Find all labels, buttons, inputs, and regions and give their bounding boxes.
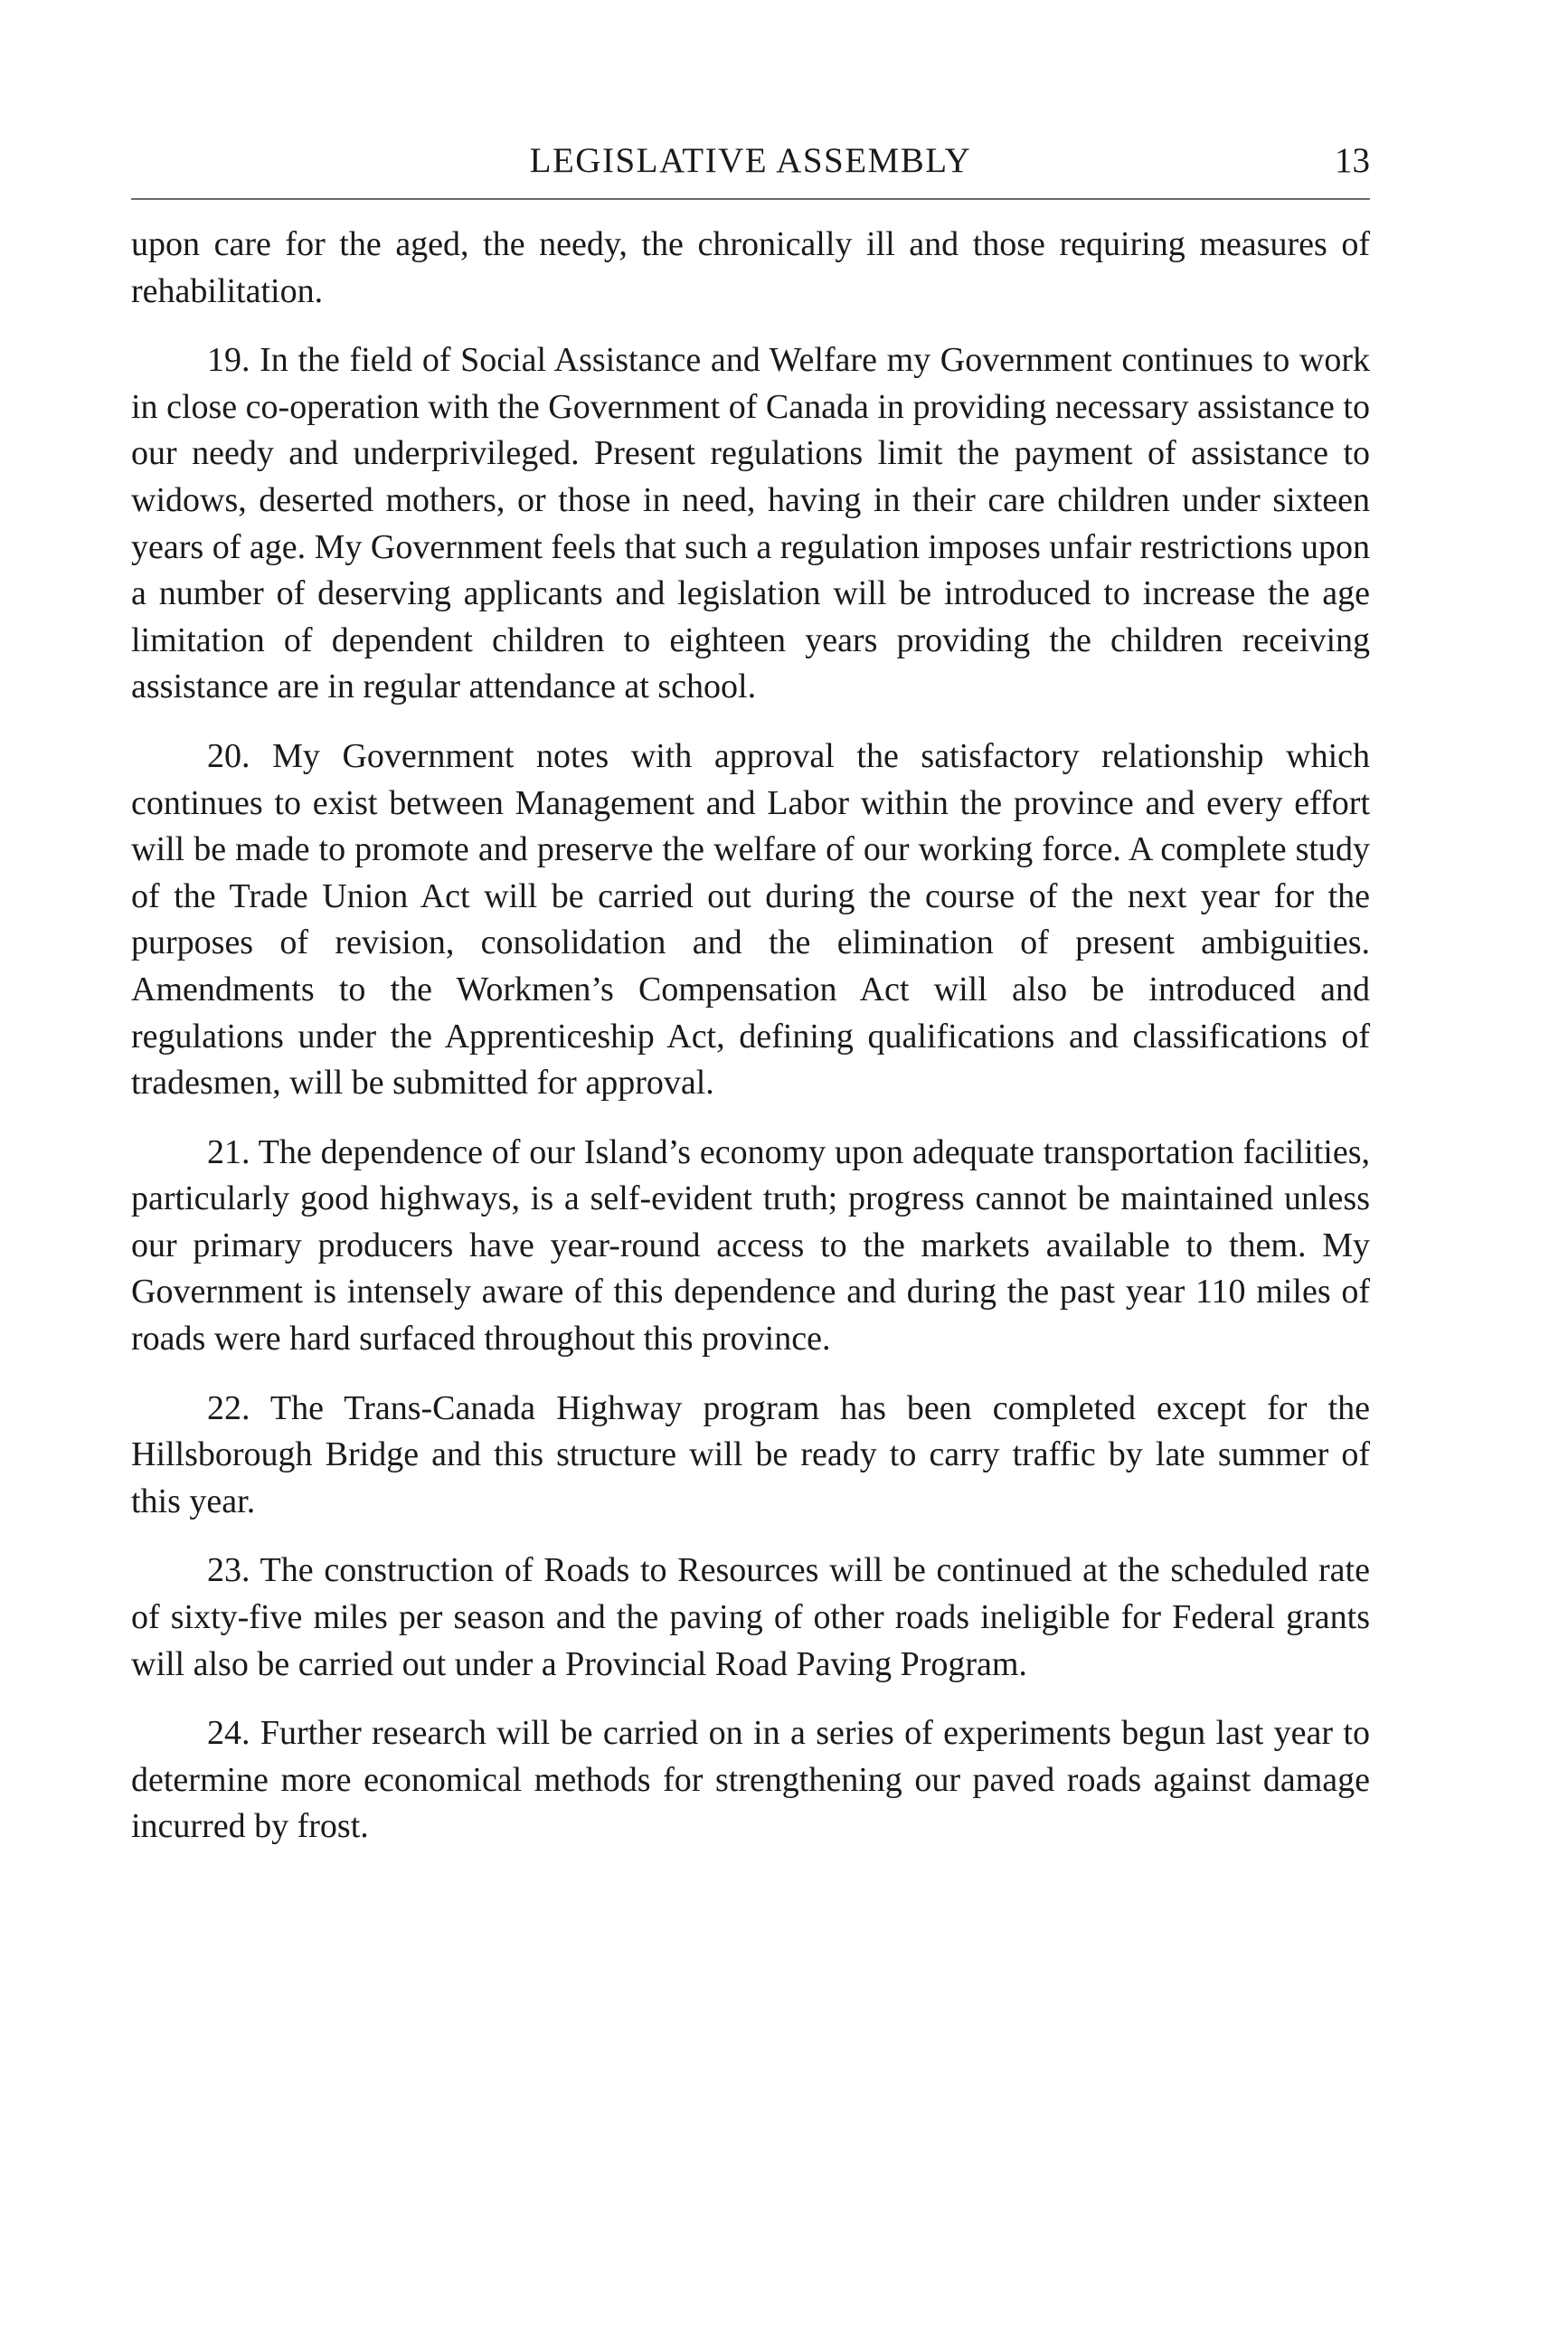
running-head [131, 136, 1370, 190]
paragraph-text: upon care for the aged, the needy, the chronically ill and those requiring measures of rehabilitation. [131, 225, 1370, 310]
paragraph-number: 22. [207, 1388, 250, 1427]
paragraph-number: 19. [207, 341, 250, 380]
paragraph-number: 20. [207, 736, 250, 775]
header-rule [131, 198, 1370, 200]
paragraph-19 [131, 337, 1370, 711]
paragraph-text: My Government notes with approval the satisfactory relationship which continues to exist between Management and Labor within the province and every effort will be made to promote and preserve the welfare of our working force. A complete study of the Trade Union Act will be carried out during the course of the next year for the purposes of revision, consolidation and the elimination of present ambiguities. Amendments to the Workmen’s Compensation Act will also be introduced and regulations under the Apprenticeship Act, defining qualifications and classifications of tradesmen, will be submitted for approval. [131, 736, 1370, 1103]
paragraph-text: The dependence of our Island’s economy upon adequate transportation facilities, particularly good highways, is a self-evident truth; progress cannot be maintained unless our primary producers have year-round access to the markets available to them. My Government is intensely aware of this dependence and during the past year 110 miles of roads were hard surfaced throughout this province. [131, 1132, 1370, 1359]
paragraph-number: 24. [207, 1714, 250, 1753]
running-title: LEGISLATIVE ASSEMBLY [529, 141, 972, 180]
paragraph-text: In the field of Social Assistance and Welfare my Government continues to work in close co-operation with the Government of Canada in providing necessary assistance to our needy and underprivileged. Present regulations limit the payment of assistance to widows, deserted mothers, or those in need, having in their care children under sixteen years of age. My Government feels that such a regulation imposes unfair restrictions upon a number of deserving applicants and legislation will be introduced to increase the age limitation of dependent children to eighteen years providing the children receiving assistance are in regular attendance at school. [131, 341, 1370, 706]
body-text [131, 222, 1370, 1873]
paragraph-text: Further research will be carried on in a series of experiments begun last year to determine more economical methods for strengthening our paved roads against damage incurred by frost. [131, 1714, 1370, 1846]
paragraph-24 [131, 1710, 1370, 1851]
paragraph-text: The construction of Roads to Resources will be continued at the scheduled rate of sixty-five miles per season and the paving of other roads ineligible for Federal grants will also be carried out under a Provincial Road Paving Program. [131, 1551, 1370, 1683]
paragraph-22 [131, 1386, 1370, 1526]
paragraph-23 [131, 1548, 1370, 1688]
paragraph-20 [131, 734, 1370, 1107]
page-number: 13 [1335, 141, 1370, 180]
paragraph-continued [131, 222, 1370, 315]
paragraph-number: 21. [207, 1132, 250, 1171]
paragraph-text: The Trans-Canada Highway program has been completed except for the Hillsborough Bridge and this structure will be ready to carry traffic by late summer of this year. [131, 1388, 1370, 1520]
paragraph-number: 23. [207, 1551, 250, 1590]
paragraph-21 [131, 1130, 1370, 1363]
